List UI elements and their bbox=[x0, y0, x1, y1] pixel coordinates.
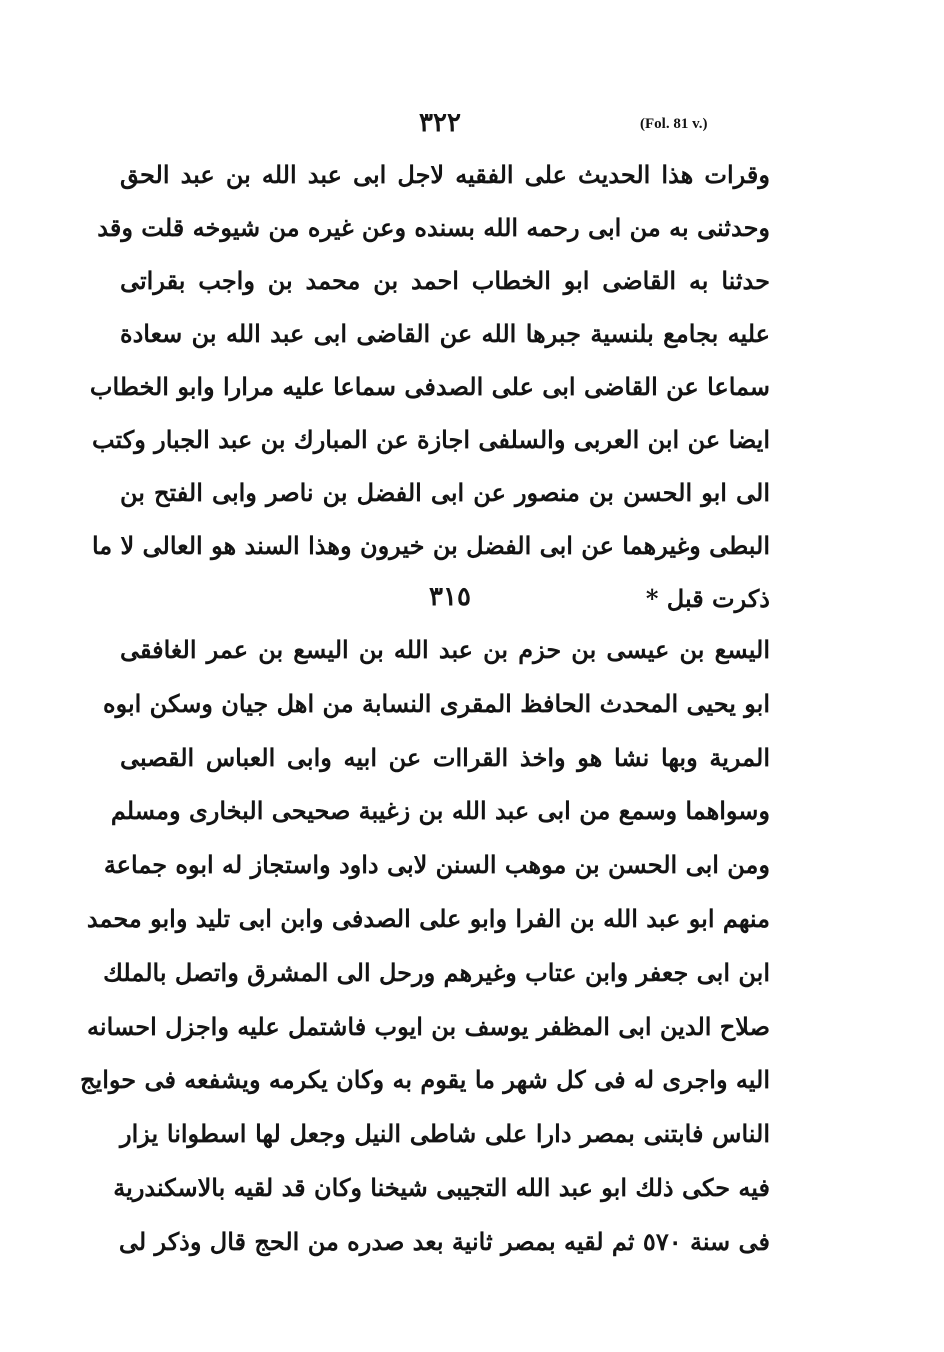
text-line: حدثنا به القاضى ابو الخطاب احمد بن محمد بن واجب بقراتى bbox=[120, 266, 770, 295]
text-line: صلاح الدين ابى المظفر يوسف بن ايوب فاشتمل عليه واجزل احسانه bbox=[87, 1011, 770, 1041]
text-line: وسواهما وسمع من ابى عبد الله بن زغيبة صحيحى البخارى ومسلم bbox=[110, 796, 770, 826]
text-line: عليه بجامع بلنسية جبرها الله عن القاضى ابى عبد الله بن سعادة bbox=[120, 319, 770, 348]
text-line: منهم ابو عبد الله بن الفرا وابو على الصدفى وابن ابى تليد وابو محمد bbox=[86, 903, 770, 933]
text-line: وقرات هذا الحديث على الفقيه لاجل ابى عبد الله بن عبد الحق bbox=[120, 160, 770, 189]
folio-reference: (Fol. 81 v.) bbox=[640, 116, 708, 132]
text-line: فى سنة ٥٧٠ ثم لقيه بمصر ثانية بعد صدره من الحج قال وذكر لى bbox=[118, 1226, 770, 1256]
text-line: الناس فابتنى بمصر دارا على شاطى النيل وجعل لها اسطوانا يزار bbox=[120, 1119, 770, 1149]
page-number: ٣٢٢ bbox=[419, 108, 461, 138]
text-line: ومن ابى الحسن بن موهب السنن لابى داود واستجاز له ابوه جماعة bbox=[103, 850, 770, 880]
text-line: سماعا عن القاضى ابى على الصدفى سماعا عليه مرارا وابو الخطاب bbox=[89, 372, 770, 401]
text-line: الى ابو الحسن بن منصور عن ابى الفضل بن ناصر وابى الفتح بن bbox=[120, 478, 770, 507]
text-line: فيه حكى ذلك ابو عبد الله التجيبى شيخنا وكان قد لقيه بالاسكندرية bbox=[113, 1172, 770, 1202]
text-line: البطى وغيرهما عن ابى الفضل بن خيرون وهذا السند هو العالى لا ما bbox=[91, 531, 770, 560]
text-line: وحدثنى به من ابى رحمه الله بسنده وعن غيره من شيوخه قلت وقد bbox=[97, 213, 770, 242]
text-line: اليسع بن عيسى بن حزم بن عبد الله بن اليسع بن عمر الغافقى bbox=[120, 635, 770, 664]
text-block-continuation bbox=[89, 148, 770, 625]
text-line: ايضا عن ابن العربى والسلفى اجازة عن المبارك بن عبد الجبار وكتب bbox=[91, 425, 770, 454]
text-line: ابو يحيى المحدث الحافظ المقرى النسابة من اهل جيان وسكن ابوه bbox=[103, 688, 770, 718]
text-line: اليه واجرى له فى كل شهر ما يقوم به وكان يكرمه ويشفعه فى حوايج bbox=[80, 1065, 770, 1095]
text-line: المرية وبها نشا هو واخذ القراات عن ابيه وابى العباس القصبى bbox=[120, 742, 770, 772]
text-line: ذكرت قبل * bbox=[645, 584, 770, 613]
entry-number: ٣١٥ bbox=[429, 582, 471, 612]
text-block-entry bbox=[80, 623, 770, 1269]
text-line: ابن ابى جعفر وابن عتاب وغيرهم ورحل الى المشرق واتصل بالملك bbox=[103, 957, 770, 987]
